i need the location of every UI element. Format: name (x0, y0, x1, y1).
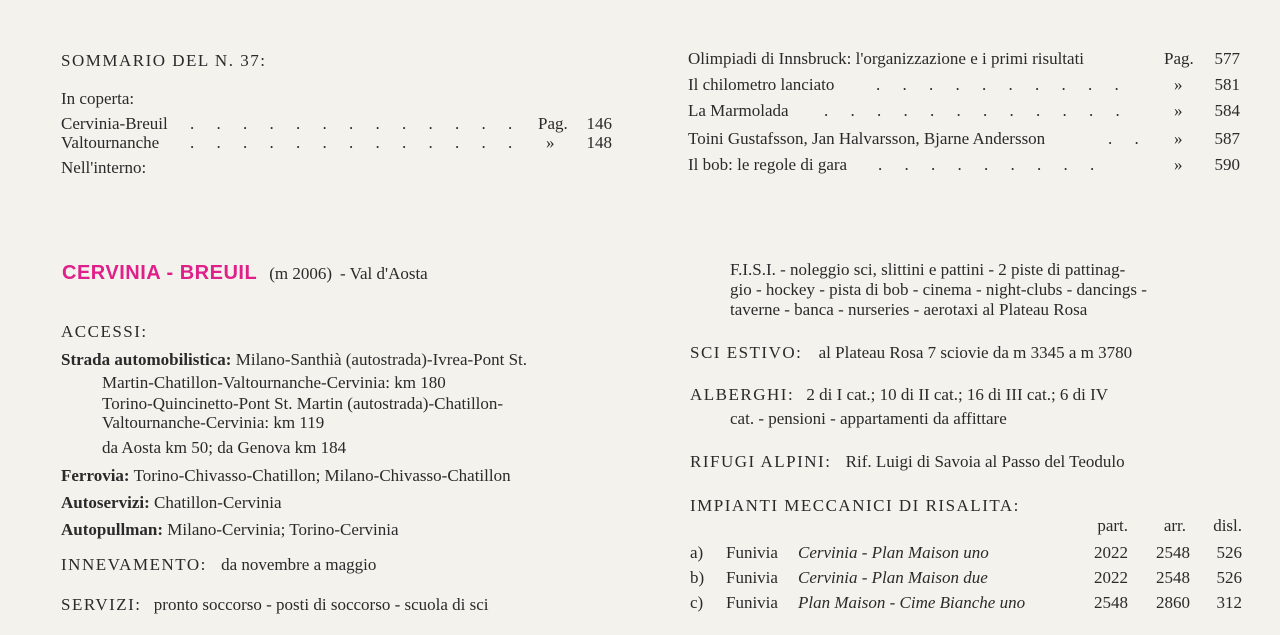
servizi-line: SERVIZI: pronto soccorso - posti di soccorso - scuola di sci (61, 595, 489, 614)
innevamento-line: INNEVAMENTO: da novembre a maggio (61, 555, 377, 574)
sci-estivo-line: SCI ESTIVO: al Plateau Rosa 7 sciovie da m 3345 a m 3780 (690, 343, 1133, 362)
accessi-heading: ACCESSI: (61, 322, 148, 341)
resort-altitude: (m 2006) (269, 264, 332, 283)
servizi-continued: F.I.S.I. - noleggio sci, slittini e pattini - 2 piste di pattinag- (730, 260, 1126, 279)
summary-heading: SOMMARIO DEL N. 37: (61, 51, 267, 70)
cover-label: In coperta: (61, 89, 135, 108)
autopullman-line: Autopullman: Milano-Cervinia; Torino-Cervinia (61, 520, 399, 539)
autoservizi-line: Autoservizi: Chatillon-Cervinia (61, 493, 282, 512)
col-header-arr: arr. (1163, 516, 1186, 535)
servizi-continued: gio - hockey - pista di bob - cinema - night-clubs - dancings - (730, 280, 1147, 299)
alberghi-line: cat. - pensioni - appartamenti da affittare (730, 409, 1007, 428)
resort-region: - Val d'Aosta (339, 264, 428, 283)
inside-label: Nell'interno: (61, 158, 147, 177)
resort-title (62, 262, 428, 285)
resort-name: CERVINIA - BREUIL (62, 262, 258, 284)
servizi-continued: taverne - banca - nurseries - aerotaxi al Plateau Rosa (730, 300, 1088, 319)
strada-line: Martin-Chatillon-Valtournanche-Cervinia: km 180 (102, 373, 446, 392)
col-header-part: part. (1097, 516, 1128, 535)
strada-line: da Aosta km 50; da Genova km 184 (102, 438, 347, 457)
strada-line: Strada automobilistica: Milano-Santhià (autostrada)-Ivrea-Pont St. (61, 350, 528, 369)
ferrovia-line: Ferrovia: Torino-Chivasso-Chatillon; Milano-Chivasso-Chatillon (61, 466, 511, 485)
strada-line: Torino-Quincinetto-Pont St. Martin (autostrada)-Chatillon- (102, 394, 504, 413)
alberghi-line: ALBERGHI: 2 di I cat.; 10 di II cat.; 16 di III cat.; 6 di IV (690, 385, 1109, 404)
col-header-disl: disl. (1213, 516, 1242, 535)
strada-line: Valtournanche-Cervinia: km 119 (102, 413, 325, 432)
impianti-heading: IMPIANTI MECCANICI DI RISALITA: (690, 496, 1020, 515)
rifugi-line: RIFUGI ALPINI: Rif. Luigi di Savoia al Passo del Teodulo (690, 452, 1125, 471)
